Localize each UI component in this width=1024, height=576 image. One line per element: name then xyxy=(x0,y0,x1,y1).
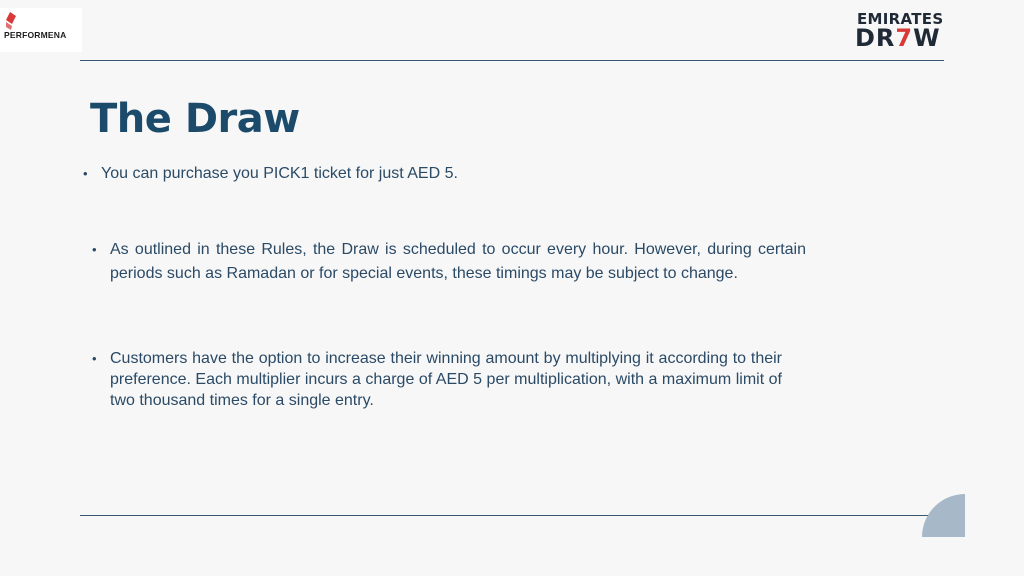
emirates-draw-logo-line1: EMIRATES xyxy=(857,10,944,28)
performena-logo xyxy=(0,8,82,52)
bullet-text-1: You can purchase you PICK1 ticket for just AED 5. xyxy=(101,165,458,182)
performena-brand-text: PERFORMENA xyxy=(4,30,67,40)
quarter-circle-decoration xyxy=(922,494,965,537)
emirates-draw-logo-line2 xyxy=(855,24,941,52)
logo-seven: 7 xyxy=(895,24,914,52)
performena-mark-icon xyxy=(6,12,16,30)
bullet-item-2 xyxy=(92,238,806,286)
slide-title: The Draw xyxy=(90,96,300,142)
bullet-text-2: As outlined in these Rules, the Draw is scheduled to occur every hour. However, during certain periods such as Ramadan or for special events, these timings may be subject to change. xyxy=(110,241,806,282)
logo-dr: DR xyxy=(855,24,896,52)
bullet-item-1 xyxy=(83,162,661,186)
bullet-item-3 xyxy=(92,348,782,411)
logo-w: W xyxy=(913,24,941,52)
bullet-dot-icon: • xyxy=(83,166,88,181)
bottom-divider xyxy=(80,515,944,516)
top-divider xyxy=(80,60,944,61)
emirates-draw-logo xyxy=(855,10,951,54)
bullet-dot-icon: • xyxy=(92,351,97,366)
bullet-dot-icon: • xyxy=(92,242,97,257)
bullet-text-3: Customers have the option to increase their winning amount by multiplying it according to their preference. Each multiplier incurs a charge of AED 5 per multiplication, with a maximum limit of two thousand times for a single entry. xyxy=(110,350,782,409)
